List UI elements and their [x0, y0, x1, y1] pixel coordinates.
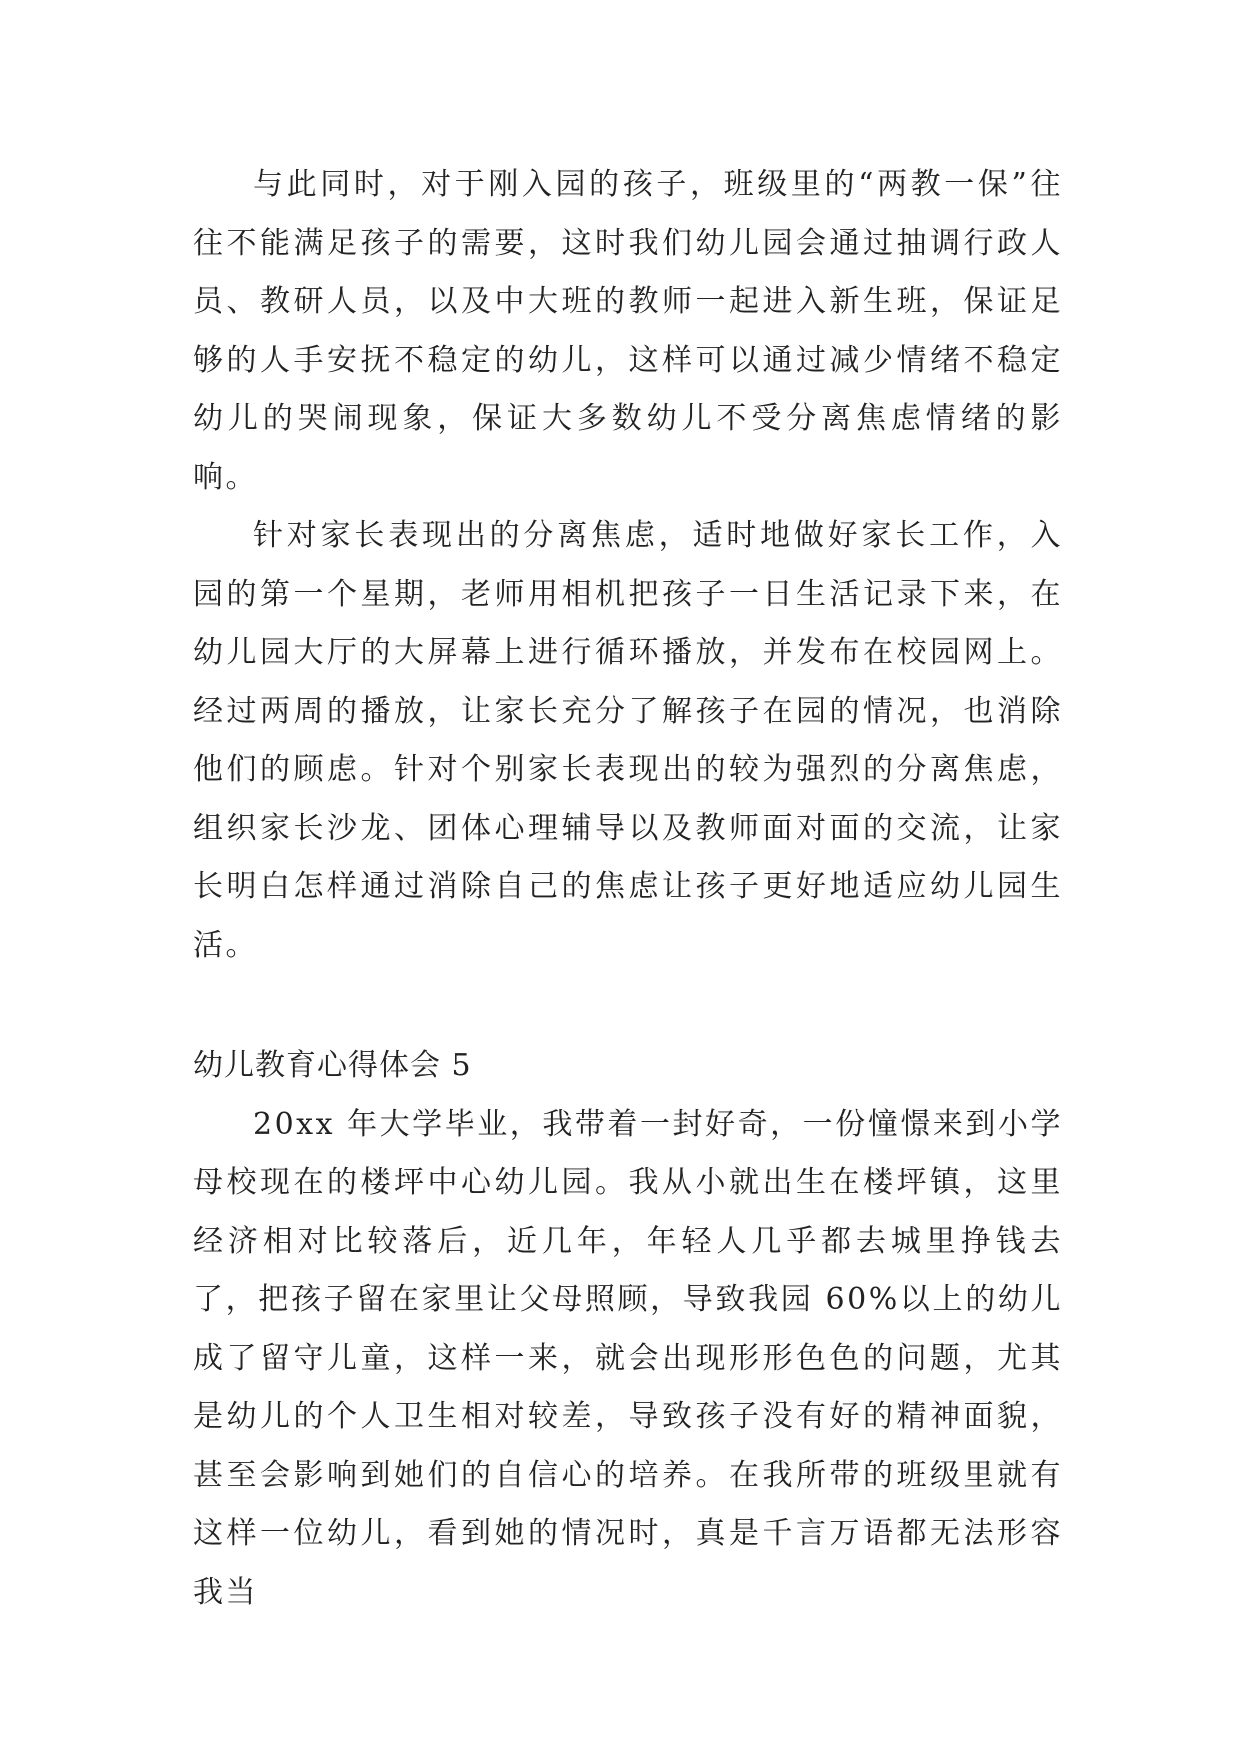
section-title: 幼儿教育心得体会 5: [193, 1048, 472, 1083]
paragraph-separation-staffing: 与此同时，对于刚入园的孩子，班级里的“两教一保”往往不能满足孩子的需要，这时我们幼儿园会通过抽调行政人员、教研人员，以及中大班的教师一起进入新生班，保证足够的人手安抚不稳定的幼儿，这样可以通过减少情绪不稳定幼儿的哭闹现象，保证大多数幼儿不受分离焦虑情绪的影响。: [193, 167, 1063, 495]
paragraph-graduation-story: 20xx 年大学毕业，我带着一封好奇，一份憧憬来到小学母校现在的楼坪中心幼儿园。我从小就出生在楼坪镇，这里经济相对比较落后，近几年，年轻人几乎都去城里挣钱去了，把孩子留在家里让父母照顾，导致我园 60%以上的幼儿成了留守儿童，这样一来，就会出现形形色色的问题，尤其是幼儿的个人卫生相对较差，导致孩子没有好的精神面貌，甚至会影响到她们的自信心的培养。在我所带的班级里就有这样一位幼儿，看到她的情况时，真是千言万语都无法形容我当: [193, 1106, 1063, 1610]
document-body: [193, 156, 1063, 1622]
paragraph-parent-anxiety: 针对家长表现出的分离焦虑，适时地做好家长工作，入园的第一个星期，老师用相机把孩子一日生活记录下来，在幼儿园大厅的大屏幕上进行循环播放，并发布在校园网上。经过两周的播放，让家长充分了解孩子在园的情况，也消除他们的顾虑。针对个别家长表现出的较为强烈的分离焦虑，组织家长沙龙、团体心理辅导以及教师面对面的交流，让家长明白怎样通过消除自己的焦虑让孩子更好地适应幼儿园生活。: [193, 518, 1063, 963]
